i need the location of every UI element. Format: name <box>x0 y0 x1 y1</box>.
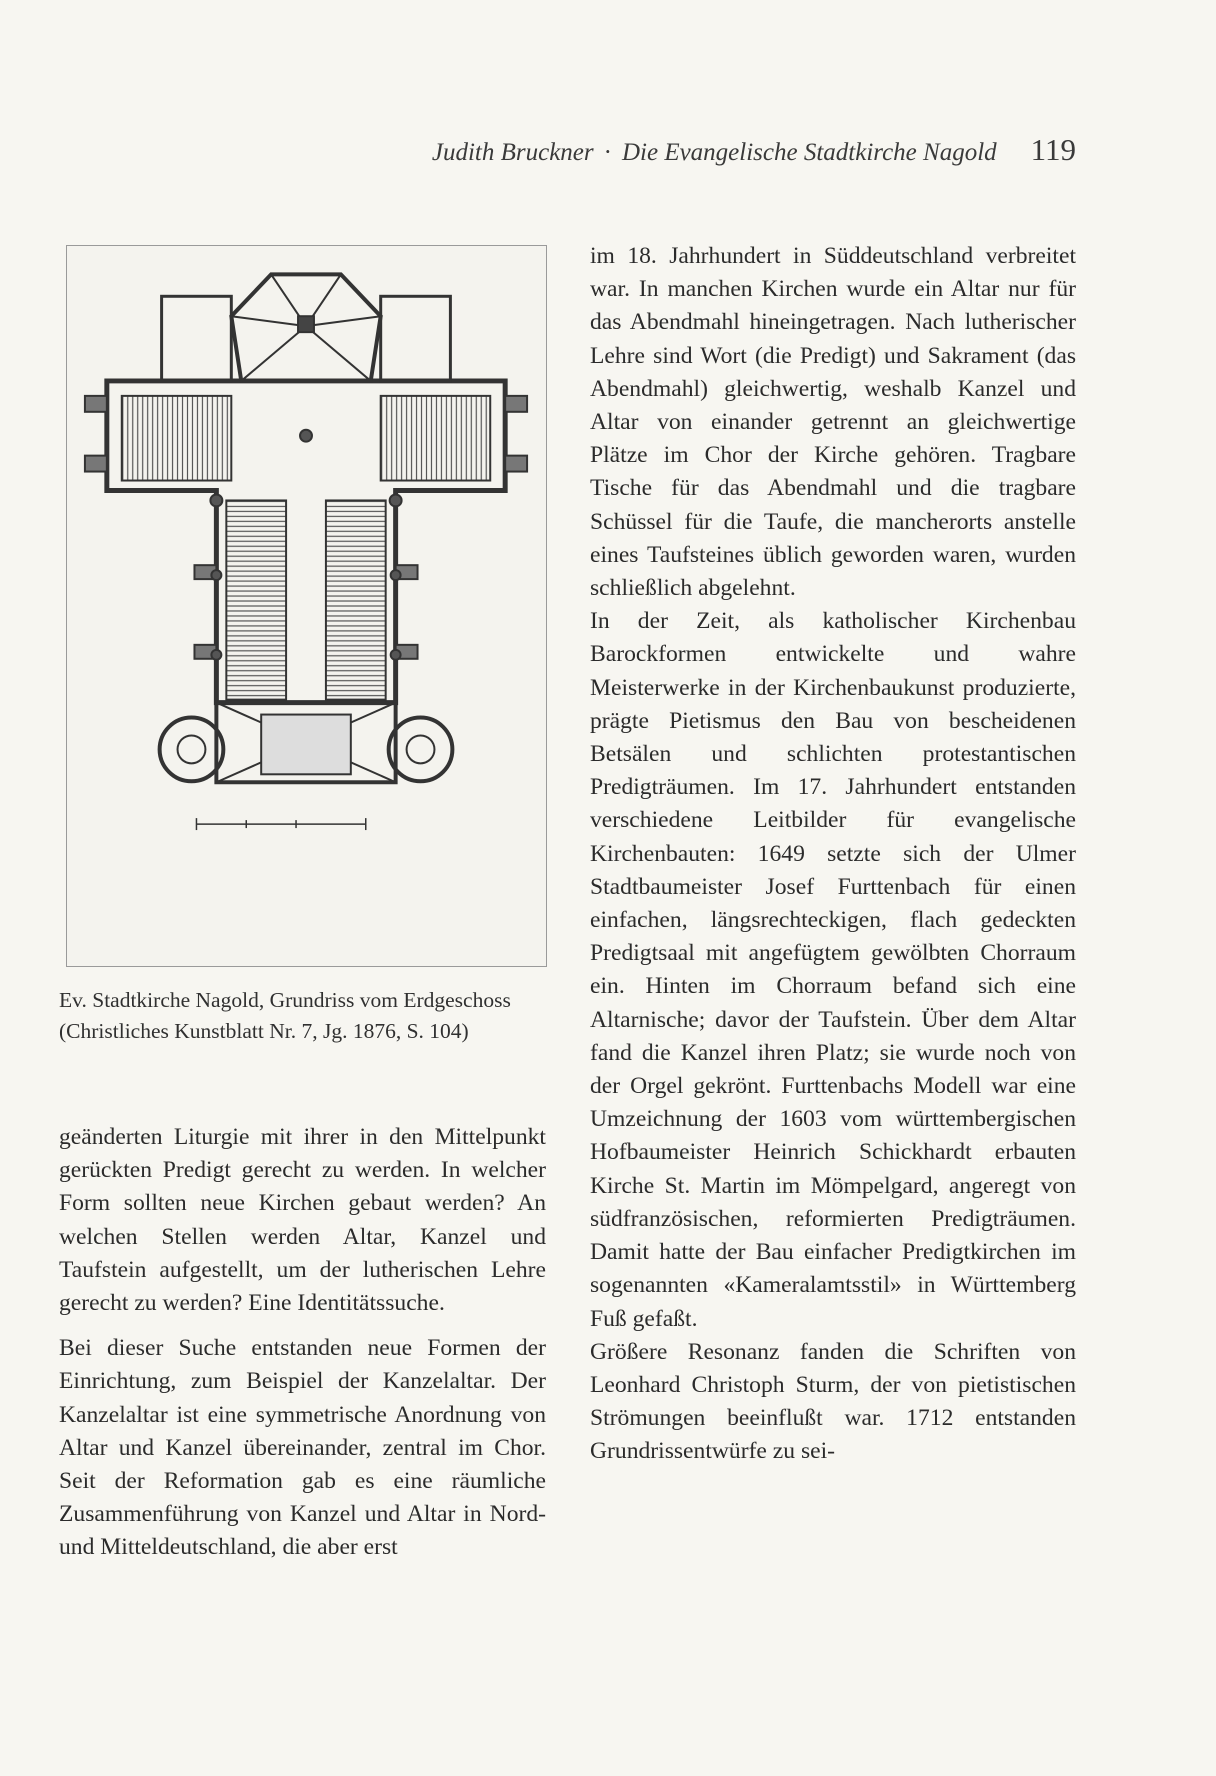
right-paragraph-2: In der Zeit, als katholischer Kirchenbau Barockformen entwickelte und wahre Meisterwerke in der Kirchenbaukunst produzierte, prägte Pietismus den Bau von bescheidenen Betsälen und schlichten protestantischen Predigträumen. Im 17. Jahrhundert entstanden verschiedene Leitbilder für evangelische Kirchenbauten: 1649 setzte sich der Ulmer Stadtbaumeister Josef Furttenbach für einen einfachen, längsrechteckigen, flach gedeckten Predigtsaal mit angefügtem gewölbten Chorraum ein. Hinten im Chorraum befand sich eine Altarnische; davor der Taufstein. Über dem Altar fand die Kanzel ihren Platz; sie wurde noch von der Orgel gekrönt. Furttenbachs Modell war eine Umzeichnung der 1603 vom württembergischen Hofbaumeister Heinrich Schickhardt erbauten Kirche St. Martin im Mömpelgard, angeregt von südfranzösischen, reformierten Predigträumen. Damit hatte der Bau einfacher Predigtkirchen im sogenannten «Kameralamtsstil» in Württemberg Fuß gefaßt. <box>590 608 1076 1332</box>
right-paragraph-3: Größere Resonanz fanden die Schriften von Leonhard Christoph Sturm, der von pietistischen Strömungen beeinflußt war. 1712 entstanden Grundrissentwürfe zu sei- <box>590 1338 1076 1465</box>
left-paragraph-2: Bei dieser Suche entstanden neue Formen der Einrichtung, zum Beispiel der Kanzelaltar. Der Kanzelaltar ist eine symmetrische Anordnung von Altar und Kanzel übereinander, zentral im Chor. Seit der Reformation gab es eine räumliche Zusammenführung von Kanzel und Altar in Nord- und Mitteldeutschland, die aber erst <box>59 1335 546 1561</box>
left-paragraph-1: geänderten Liturgie mit ihrer in den Mittelpunkt gerückten Predigt gerecht zu werden. In welcher Form sollten neue Kirchen gebaut werden? An welchen Stellen werden Altar, Kanzel und Taufstein aufgestellt, um der lutherischen Lehre gerecht zu werden? Eine Identitätssuche. <box>59 1124 546 1317</box>
header-separator: · <box>603 139 612 166</box>
running-header <box>60 132 1076 168</box>
page-number: 119 <box>1030 132 1076 167</box>
right-column <box>590 240 1076 1469</box>
caption-source: (Christliches Kunstblatt Nr. 7, Jg. 1876, S. 104) <box>59 1019 469 1043</box>
caption-title: Ev. Stadtkirche Nagold, Grundriss vom Erdgeschoss <box>59 988 511 1012</box>
floor-plan-drawing <box>67 246 546 966</box>
figure-caption <box>59 985 546 1047</box>
left-column <box>59 1121 546 1565</box>
header-title: Die Evangelische Stadtkirche Nagold <box>621 139 997 166</box>
header-author: Judith Bruckner <box>431 139 594 166</box>
floor-plan-figure <box>66 245 547 967</box>
right-paragraph-1: im 18. Jahrhundert in Süddeutschland verbreitet war. In manchen Kirchen wurde ein Altar nur für das Abendmahl hineingetragen. Nach lutherischer Lehre sind Wort (die Predigt) und Sakrament (das Abendmahl) gleichwertig, weshalb Kanzel und Altar von einander getrennt an gleichwertige Plätze im Chor der Kirche gehören. Tragbare Tische für das Abendmahl und die tragbare Schüssel für die Taufe, die mancherorts anstelle eines Taufsteines üblich geworden waren, wurden schließlich abgelehnt. <box>590 243 1076 602</box>
